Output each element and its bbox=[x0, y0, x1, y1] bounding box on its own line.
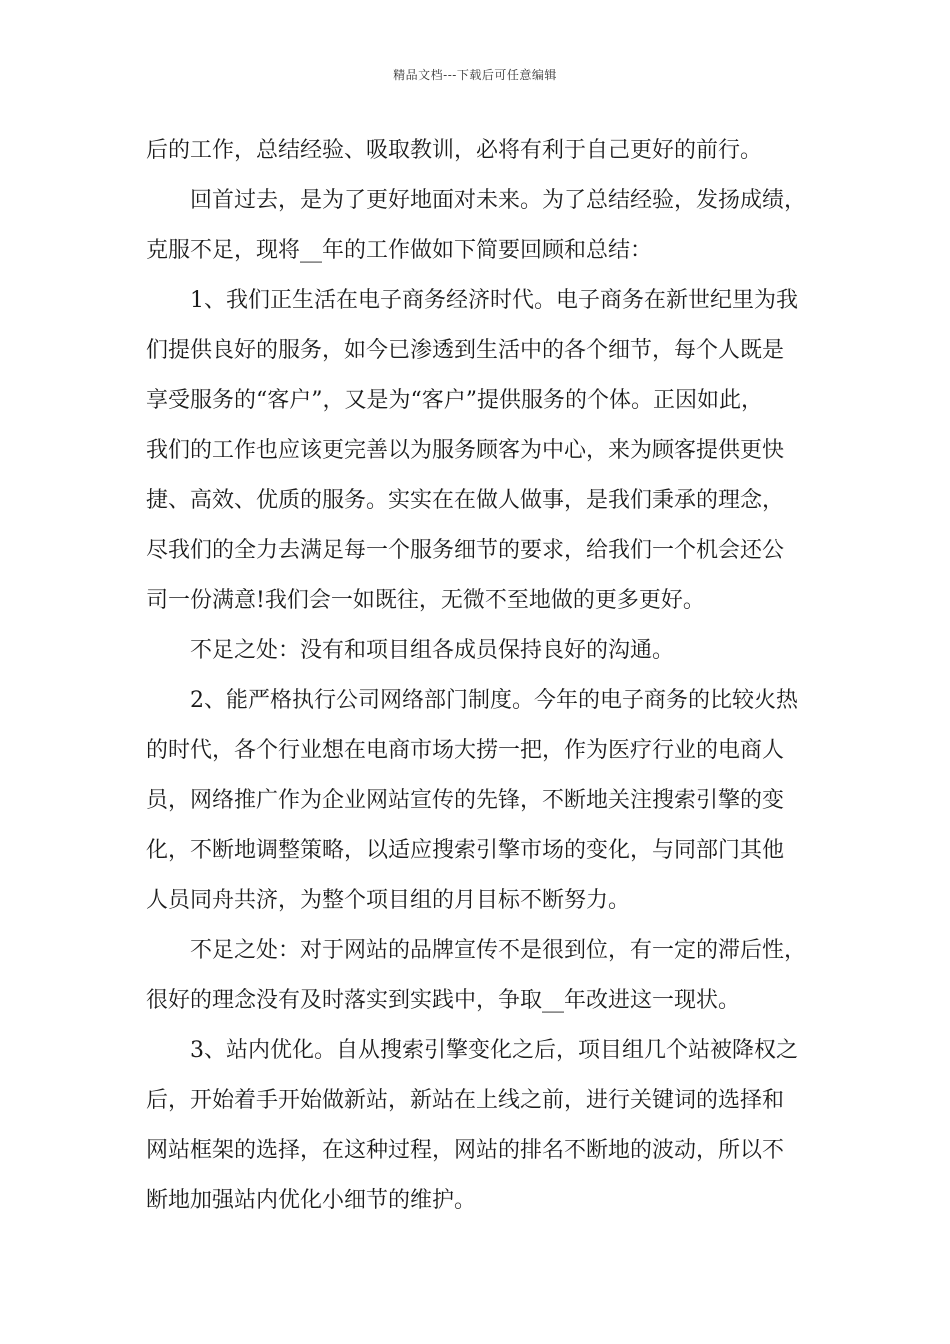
text-line: 后，开始着手开始做新站，新站在上线之前，进行关键词的选择和 bbox=[146, 1088, 785, 1113]
text-line: 享受服务的“客户”，又是为“客户”提供服务的个体。正因如此， bbox=[146, 388, 763, 413]
text-line: 化，不断地调整策略，以适应搜索引擎市场的变化，与同部门其他 bbox=[146, 838, 785, 863]
text-line: 断地加强站内优化小细节的维护。 bbox=[146, 1188, 477, 1213]
text-line: 很好的理念没有及时落实到实践中，争取__年改进这一现状。 bbox=[146, 988, 741, 1013]
text-line: 捷、高效、优质的服务。实实在在做人做事，是我们秉承的理念， bbox=[146, 488, 785, 513]
text-line: 人员同舟共济，为整个项目组的月目标不断努力。 bbox=[146, 888, 631, 913]
text-line: 司一份满意!我们会一如既往，无微不至地做的更多更好。 bbox=[146, 588, 705, 613]
text-line: 不足之处：没有和项目组各成员保持良好的沟通。 bbox=[146, 638, 675, 663]
text-line: 尽我们的全力去满足每一个服务细节的要求，给我们一个机会还公 bbox=[146, 538, 785, 563]
text-line: 们提供良好的服务，如今已渗透到生活中的各个细节，每个人既是 bbox=[146, 338, 785, 363]
text-line: 我们的工作也应该更完善以为服务顾客为中心，来为顾客提供更快 bbox=[146, 438, 785, 463]
text-line: 的时代，各个行业想在电商市场大捞一把，作为医疗行业的电商人 bbox=[146, 738, 785, 763]
text-line: 3、站内优化。自从搜索引擎变化之后，项目组几个站被降权之 bbox=[146, 1038, 798, 1063]
page-header: 精品文档---下载后可任意编辑 bbox=[393, 68, 557, 82]
text-line: 1、我们正生活在电子商务经济时代。电子商务在新世纪里为我 bbox=[146, 288, 798, 313]
text-line: 克服不足，现将__年的工作做如下简要回顾和总结： bbox=[146, 238, 653, 263]
text-line: 员，网络推广作为企业网站宣传的先锋，不断地关注搜索引擎的变 bbox=[146, 788, 785, 813]
text-line: 网站框架的选择，在这种过程，网站的排名不断地的波动，所以不 bbox=[146, 1138, 785, 1163]
text-line: 2、能严格执行公司网络部门制度。今年的电子商务的比较火热 bbox=[146, 688, 798, 713]
text-line: 不足之处：对于网站的品牌宣传不是很到位，有一定的滞后性， bbox=[146, 938, 807, 963]
text-line: 后的工作，总结经验、吸取教训，必将有利于自己更好的前行。 bbox=[146, 138, 763, 163]
text-line: 回首过去，是为了更好地面对未来。为了总结经验，发扬成绩， bbox=[146, 188, 807, 213]
